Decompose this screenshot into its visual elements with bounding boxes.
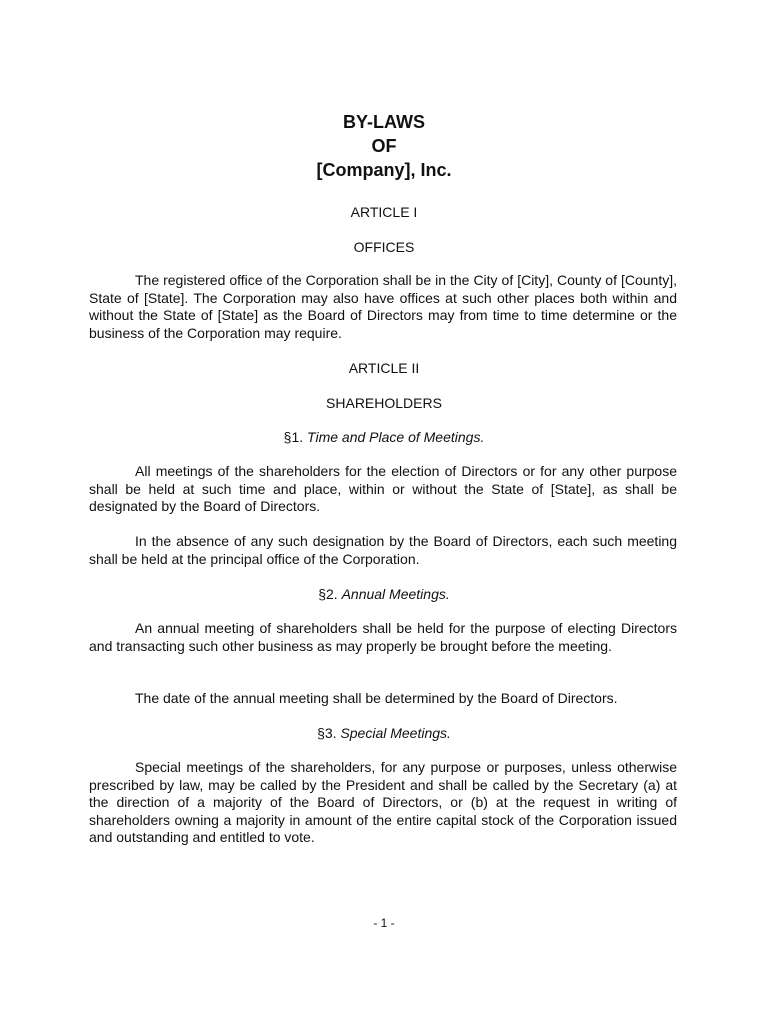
section-3-paragraph-1: Special meetings of the shareholders, for any purpose or purposes, unless otherwise prescribed by law, may be called by the President and shall be called by the Secretary (a) at the direction of a majority of the Board of Directors, or (b) at the request in writing of shareholders owning a majority in amount of the entire capital stock of the Corporation issued and outstanding and entitled to vote. <box>89 759 677 845</box>
article-1-heading: ARTICLE I <box>350 204 418 220</box>
document-title-line-1: BY-LAWS <box>342 112 425 132</box>
section-3-heading <box>0 724 768 742</box>
section-2-heading <box>0 585 768 603</box>
section-1-paragraph-1: All meetings of the shareholders for the election of Directors or for any other purpose shall be held at such time and place, within or without the State of [State], as shall be designated by the Board of Directors. <box>89 463 677 514</box>
section-1-heading <box>0 428 768 446</box>
section-1-paragraph-2: In the absence of any such designation by the Board of Directors, each such meeting shall be held at the principal office of the Corporation. <box>89 533 677 567</box>
section-2-number: §2. <box>318 586 338 602</box>
article-1-subheading: OFFICES <box>353 239 415 255</box>
article-2-heading: ARTICLE II <box>348 360 420 376</box>
section-1-title: Time and Place of Meetings. <box>307 429 485 445</box>
article-2-subheading: SHAREHOLDERS <box>326 395 442 411</box>
page-number: - 1 - <box>373 916 395 930</box>
section-1-number: §1. <box>283 429 304 445</box>
document-title-line-3: [Company], Inc. <box>316 160 452 180</box>
section-2-title: Annual Meetings. <box>341 586 450 602</box>
section-2-paragraph-1: An annual meeting of shareholders shall be held for the purpose of electing Directors and transacting such other business as may properly be brought before the meeting. <box>89 620 677 654</box>
section-3-title: Special Meetings. <box>340 725 451 741</box>
document-title-line-2: OF <box>371 136 397 156</box>
section-2-paragraph-2: The date of the annual meeting shall be determined by the Board of Directors. <box>135 690 618 706</box>
section-3-number: §3. <box>317 725 337 741</box>
article-1-paragraph: The registered office of the Corporation shall be in the City of [City], County of [County], State of [State]. The Corporation may also have offices at such other places both within and without the State of [State] as the Board of Directors may from time to time determine or the business of the Corporation may require. <box>89 272 677 341</box>
